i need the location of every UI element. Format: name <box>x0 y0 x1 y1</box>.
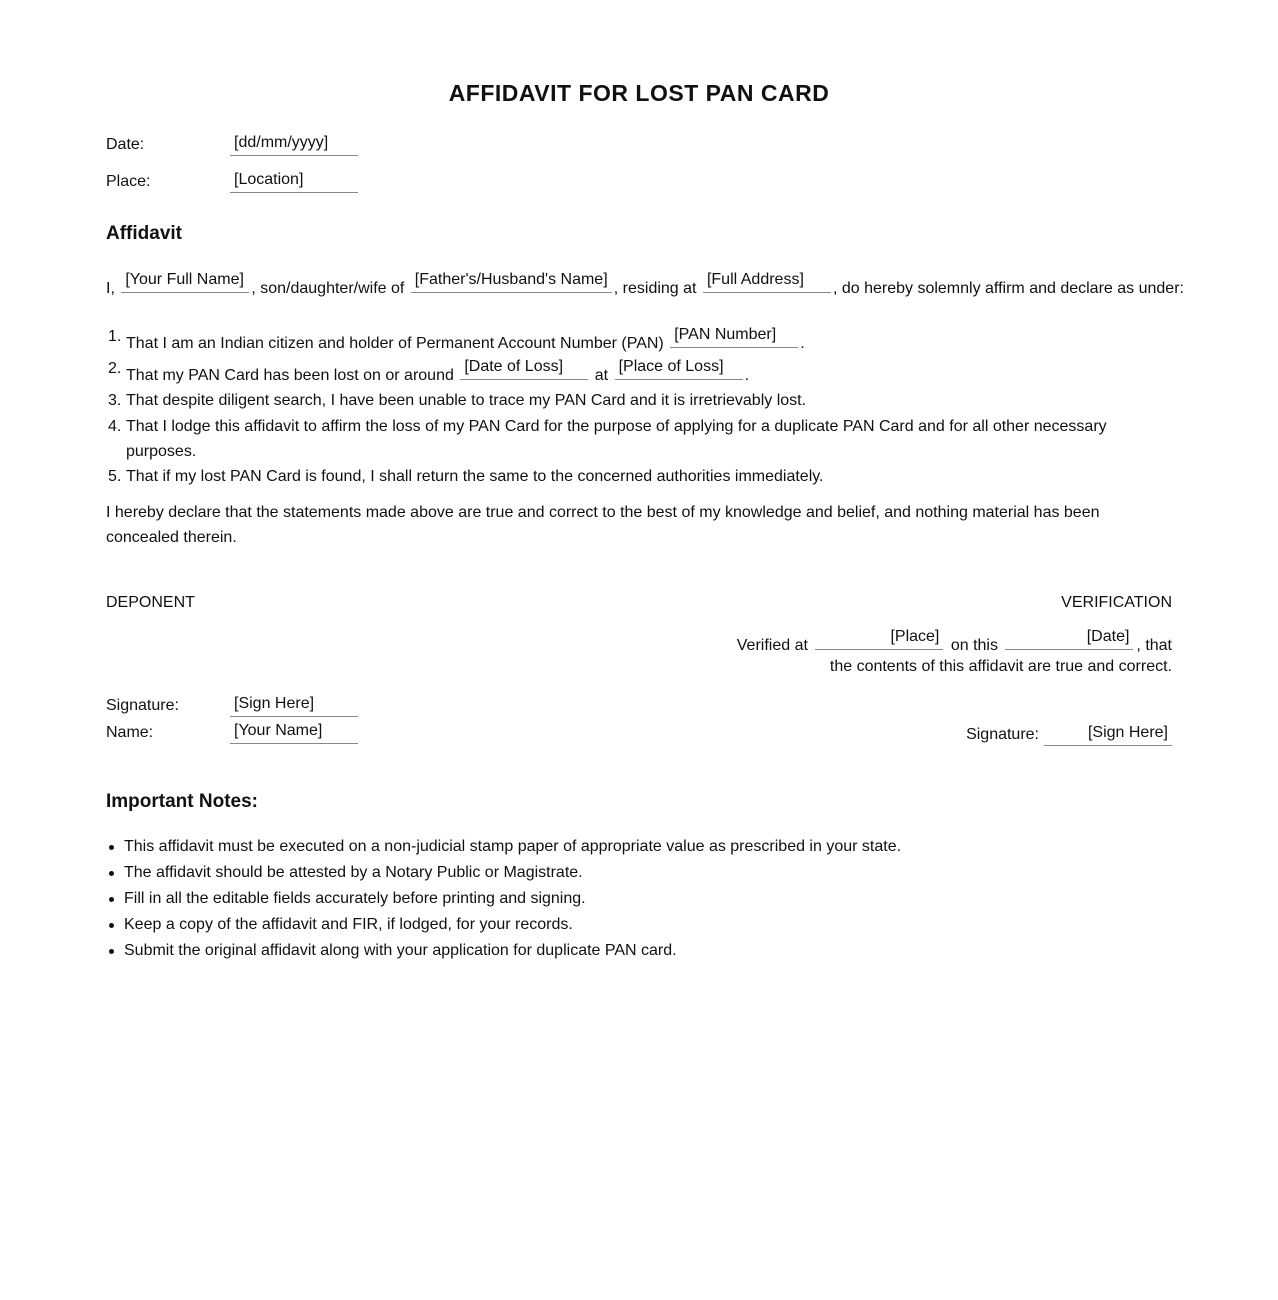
verification-line <box>737 626 1172 658</box>
item-text: That I am an Indian citizen and holder of Permanent Account Number (PAN) <box>126 335 664 352</box>
item-text: That my PAN Card has been lost on or around <box>126 367 454 384</box>
document-title: AFFIDAVIT FOR LOST PAN CARD <box>448 80 830 106</box>
item-text: That if my lost PAN Card is found, I shall return the same to the concerned authorities immediately. <box>126 468 824 485</box>
intro-relation: , son/daughter/wife of <box>251 280 405 297</box>
item-mid: at <box>594 367 609 384</box>
verification-label: VERIFICATION <box>1061 594 1172 611</box>
list-item: This affidavit must be executed on a non-judicial stamp paper of appropriate value as prescribed in your state. <box>106 834 1172 860</box>
notes-list <box>106 834 1172 964</box>
verification-place-field[interactable]: [Place] <box>815 626 943 650</box>
verification-date-field[interactable]: [Date] <box>1005 626 1133 650</box>
intro-residing: , residing at <box>613 280 697 297</box>
father-husband-name-field[interactable]: [Father's/Husband's Name] <box>411 269 612 293</box>
deponent-signature-row <box>106 693 506 719</box>
verified-at-text: Verified at <box>736 637 808 654</box>
that-text: , that <box>1136 637 1172 654</box>
on-this-text: on this <box>950 637 998 654</box>
list-item: Keep a copy of the affidavit and FIR, if lodged, for your records. <box>106 912 1172 938</box>
deponent-name-field[interactable]: [Your Name] <box>230 720 358 744</box>
place-field[interactable]: [Location] <box>230 169 358 193</box>
verification-line-2: the contents of this affidavit are true and correct. <box>829 658 1172 675</box>
list-item <box>106 414 1172 464</box>
deponent-name-row <box>106 720 506 746</box>
date-label: Date: <box>106 136 145 153</box>
affidavit-heading: Affidavit <box>106 223 182 244</box>
intro-paragraph <box>106 269 1184 301</box>
name-label: Name: <box>106 724 154 741</box>
intro-suffix: , do hereby solemnly affirm and declare as under: <box>832 280 1184 297</box>
declarations-list <box>106 324 1172 490</box>
verification-signature-label: Signature: <box>966 726 1039 743</box>
declaration-paragraph: I hereby declare that the statements made above are true and correct to the best of my knowledge and belief, and nothing material has been concealed therein. <box>106 504 1100 546</box>
list-item <box>106 388 1172 414</box>
list-item: Submit the original affidavit along with your application for duplicate PAN card. <box>106 938 1172 964</box>
deponent-label: DEPONENT <box>106 594 195 611</box>
place-row <box>106 169 506 195</box>
item-text: That despite diligent search, I have been unable to trace my PAN Card and it is irretrievably lost. <box>126 392 807 409</box>
date-of-loss-field[interactable]: [Date of Loss] <box>460 356 588 380</box>
notes-heading: Important Notes: <box>106 791 258 812</box>
place-label: Place: <box>106 173 151 190</box>
list-item: The affidavit should be attested by a Notary Public or Magistrate. <box>106 860 1172 886</box>
verification-signature-field[interactable]: [Sign Here] <box>1044 722 1172 746</box>
date-field[interactable]: [dd/mm/yyyy] <box>230 132 358 156</box>
pan-number-field[interactable]: [PAN Number] <box>670 324 798 348</box>
place-of-loss-field[interactable]: [Place of Loss] <box>615 356 743 380</box>
item-end: . <box>800 335 805 352</box>
item-number: 2. <box>108 360 122 377</box>
deponent-signature-field[interactable]: [Sign Here] <box>230 693 358 717</box>
item-text: That I lodge this affidavit to affirm the loss of my PAN Card for the purpose of applying for a duplicate PAN Card and for all other necessary purposes. <box>126 418 1107 460</box>
item-number: 4. <box>108 418 122 435</box>
full-address-field[interactable]: [Full Address] <box>703 269 831 293</box>
item-number: 1. <box>108 328 122 345</box>
item-number: 3. <box>108 392 122 409</box>
item-number: 5. <box>108 468 122 485</box>
signature-label: Signature: <box>106 697 179 714</box>
list-item <box>106 324 1172 356</box>
list-item <box>106 356 1172 388</box>
list-item <box>106 464 1172 490</box>
full-name-field[interactable]: [Your Full Name] <box>121 269 249 293</box>
item-end: . <box>744 367 750 384</box>
date-row <box>106 132 506 158</box>
intro-prefix: I, <box>106 280 115 297</box>
list-item: Fill in all the editable fields accurately before printing and signing. <box>106 886 1172 912</box>
